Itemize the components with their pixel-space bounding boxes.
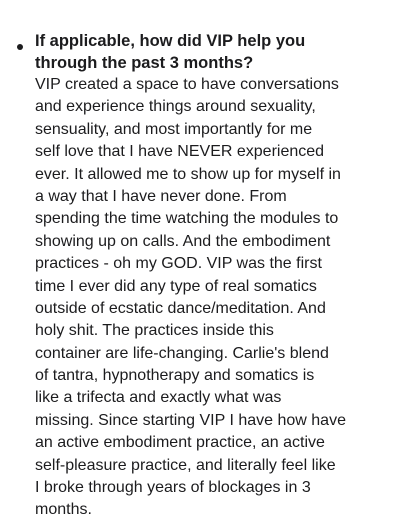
answer-line: self love that I have NEVER experienced [35,143,325,161]
answer-line: holy shit. The practices inside this [35,322,274,340]
answer-line: VIP created a space to have conversations [35,76,339,93]
answer-line: months. [35,501,92,519]
answer-line: outside of ecstatic dance/meditation. And [35,299,326,317]
answer-line: time I ever did any type of real somatics [35,277,317,295]
answer-line: ever. It allowed me to show up for myself in [35,165,341,183]
answer-line: I broke through years of blockages in 3 [35,479,311,497]
answer-line: spending the time watching the modules to [35,210,339,228]
answer-line: container are life-changing. Carlie's blend [35,344,329,362]
question-line: If applicable, how did VIP help you [35,32,306,50]
answer-text [35,74,395,522]
answer-line: showing up on calls. And the embodiment [35,232,331,250]
answer-line: missing. Since starting VIP I have how have [35,411,346,429]
answer-line: an active embodiment practice, an active [35,434,325,452]
answer-line: and experience things around sexuality, [35,98,316,116]
answer-line: a way that I have never done. From [35,187,287,205]
answer-line: practices - oh my GOD. VIP was the first [35,255,322,273]
answer-line: self-pleasure practice, and literally feel like [35,456,336,474]
answer-line: sensuality, and most importantly for me [35,120,313,138]
list-item-content [35,30,395,522]
answer-line: like a trifecta and exactly what was [35,389,282,407]
bullet-point [17,44,23,50]
question-heading [35,30,395,74]
answer-line: of tantra, hypnotherapy and somatics is [35,367,315,385]
question-line: through the past 3 months? [35,54,254,72]
